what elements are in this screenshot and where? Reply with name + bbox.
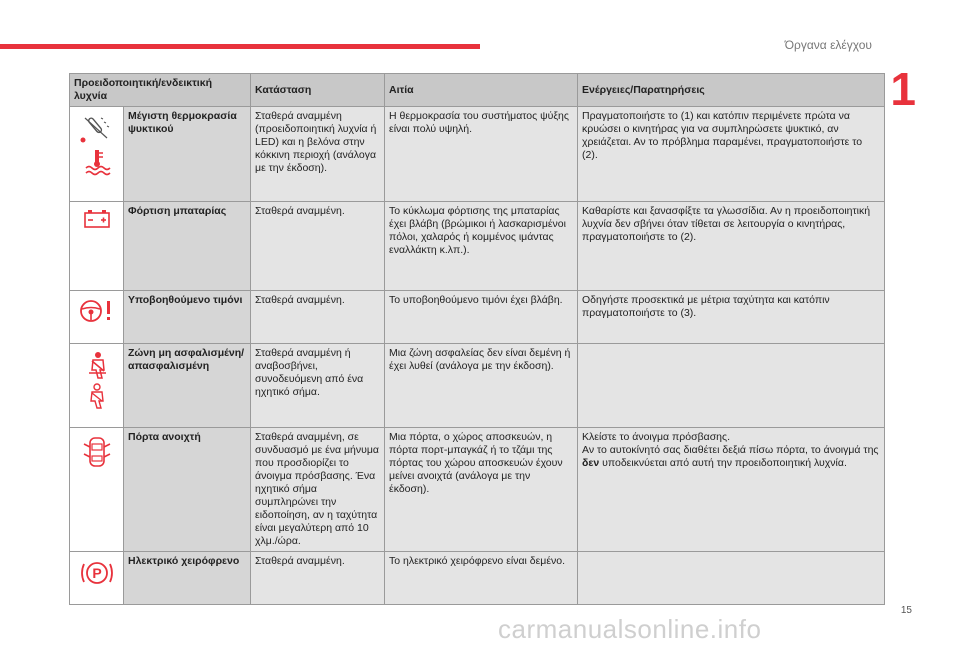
chapter-number: 1 xyxy=(890,63,916,115)
battery-icon xyxy=(82,209,112,229)
indicator-name: Φόρτιση μπαταρίας xyxy=(124,202,251,291)
table-header-row xyxy=(70,74,885,107)
action-text-part: υποδεικνύεται από αυτή την προειδοποιητική λυχνία. xyxy=(599,457,847,469)
table-row xyxy=(70,202,885,291)
table-row xyxy=(70,552,885,605)
icon-cell xyxy=(70,291,124,344)
action-text: Οδηγήστε προσεκτικά με μέτρια ταχύτητα και κατόπιν πραγματοποιήστε το (3). xyxy=(578,291,885,344)
cause-text: Μια ζώνη ασφαλείας δεν είναι δεμένη ή έχει λυθεί (ανάλογα με την έκδοση). xyxy=(385,344,578,428)
state-text: Σταθερά αναμμένη, σε συνδυασμό με ένα μήνυμα που προσδιορίζει το άνοιγμα πρόσβασης. Ένα ηχητικό σήμα συμπληρώνει την ειδοποίηση, αν η ταχύτητα είναι μεγαλύτερη από 10 χλμ./ώρα. xyxy=(251,428,385,552)
indicator-name: Ζώνη μη ασφαλισμένη/ απασφαλισμένη xyxy=(124,344,251,428)
header-cause: Αιτία xyxy=(385,74,578,107)
state-text: Σταθερά αναμμένη. xyxy=(251,202,385,291)
seatbelt-driver-icon xyxy=(84,351,110,379)
indicator-name: Ηλεκτρικό χειρόφρενο xyxy=(124,552,251,605)
state-text: Σταθερά αναμμένη. xyxy=(251,552,385,605)
door-open-icon xyxy=(82,435,112,469)
icon-cell xyxy=(70,344,124,428)
action-text-part: Αν το αυτοκίνητό σας διαθέτει δεξιά πίσω πόρτα, το άνοιγμά της xyxy=(582,444,879,456)
action-text: Καθαρίστε και ξανασφίξτε τα γλωσσίδια. Αν η προειδοποιητική λυχνία δεν σβήνει όταν τίθεται σε λειτουργία ο κινητήρας, πραγματοποιήστε το (2). xyxy=(578,202,885,291)
parking-brake-icon xyxy=(79,559,115,587)
state-text: Σταθερά αναμμένη ή αναβοσβήνει, συνοδευόμενη από ένα ηχητικό σήμα. xyxy=(251,344,385,428)
action-emphasis: δεν xyxy=(582,457,600,469)
state-text: Σταθερά αναμμένη. xyxy=(251,291,385,344)
icon-cell xyxy=(70,107,124,202)
seatbelt-passenger-icon xyxy=(85,383,109,409)
section-title: Όργανα ελέγχου xyxy=(784,38,872,52)
action-text-cell xyxy=(578,428,885,552)
warning-lights-table xyxy=(69,73,885,605)
state-text: Σταθερά αναμμένη (προειδοποιητική λυχνία ή LED) και η βελόνα στην κόκκινη περιοχή (ανάλογα με την έκδοση). xyxy=(251,107,385,202)
header-indicator: Προειδοποιητική/ενδεικτική λυχνία xyxy=(70,74,251,107)
icon-cell xyxy=(70,552,124,605)
icon-cell xyxy=(70,428,124,552)
table-row xyxy=(70,344,885,428)
svg-text:P: P xyxy=(91,565,102,581)
table-row xyxy=(70,291,885,344)
icon-cell xyxy=(70,202,124,291)
header-state: Κατάσταση xyxy=(251,74,385,107)
action-text: Πραγματοποιήστε το (1) και κατόπιν περιμένετε πρώτα να κρυώσει ο κινητήρας για να συμπληρώσετε ψυκτικό, αν χρειάζεται. Αν το πρόβλημα παραμένει, πραγματοποιήστε το (2). xyxy=(578,107,885,202)
action-text xyxy=(578,344,885,428)
cause-text: Μια πόρτα, ο χώρος αποσκευών, η πόρτα πορτ-μπαγκάζ ή το τζάμι της πόρτας του χώρου αποσκευών έχουν μείνει ανοιχτά (ανάλογα με την έκδοση). xyxy=(385,428,578,552)
indicator-name: Μέγιστη θερμοκρασία ψυκτικού xyxy=(124,107,251,202)
action-line xyxy=(582,444,880,470)
action-text xyxy=(578,552,885,605)
table-row xyxy=(70,107,885,202)
table-row xyxy=(70,428,885,552)
indicator-name: Πόρτα ανοιχτή xyxy=(124,428,251,552)
indicator-name: Υποβοηθούμενο τιμόνι xyxy=(124,291,251,344)
action-line: Κλείστε το άνοιγμα πρόσβασης. xyxy=(582,431,730,443)
power-steering-icon xyxy=(77,298,117,324)
coolant-temperature-icon xyxy=(77,114,117,144)
cause-text: Η θερμοκρασία του συστήματος ψύξης είναι πολύ υψηλή. xyxy=(385,107,578,202)
cause-text: Το ηλεκτρικό χειρόφρενο είναι δεμένο. xyxy=(385,552,578,605)
cause-text: Το υποβοηθούμενο τιμόνι έχει βλάβη. xyxy=(385,291,578,344)
watermark: carmanualsonline.info xyxy=(498,614,762,644)
cause-text: Το κύκλωμα φόρτισης της μπαταρίας έχει βλάβη (βρώμικοι ή λασκαρισμένοι πόλοι, χαλαρός ή κομμένος ιμάντας εναλλάκτη κ.λπ.). xyxy=(385,202,578,291)
coolant-level-icon xyxy=(83,148,111,176)
page-number: 15 xyxy=(900,605,912,616)
top-accent-bar xyxy=(0,44,480,49)
header-action: Ενέργειες/Παρατηρήσεις xyxy=(578,74,885,107)
